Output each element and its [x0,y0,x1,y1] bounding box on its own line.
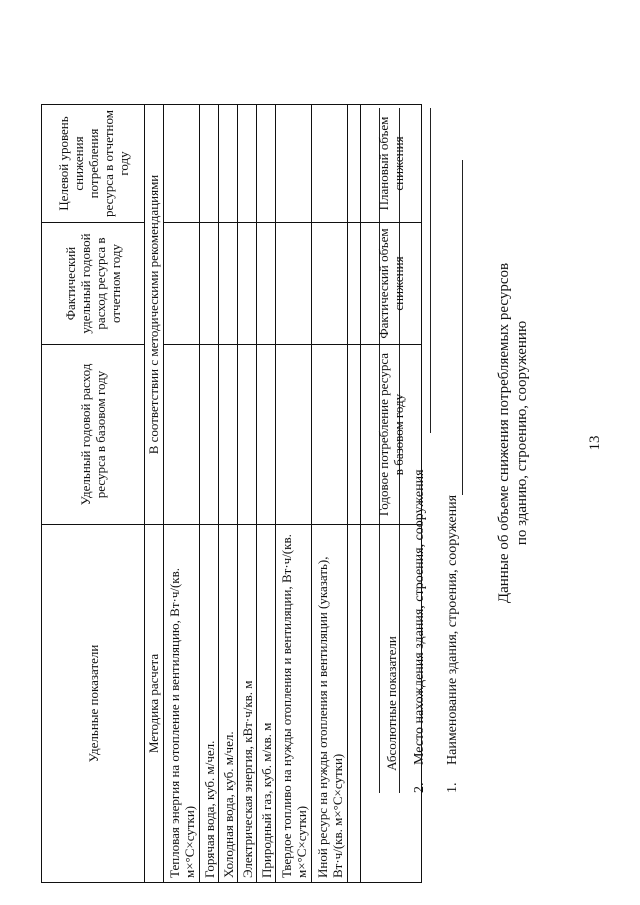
row-label: Электрическая энергия, кВт·ч/кв. м [238,525,257,883]
table-cell[interactable] [257,223,276,345]
table-cell[interactable] [200,105,219,223]
table-cell [348,105,361,223]
fill-line[interactable] [462,160,463,495]
header-cell: Плановый объем снижения [361,105,422,223]
table-row [219,105,238,883]
resource-reduction-table [41,104,422,883]
table-cell[interactable] [164,223,200,345]
header-cell: Целевой уровень снижения потребления ресурса в отчетном году [42,105,145,223]
table-spacer-row [348,105,361,883]
fill-line[interactable] [430,108,431,433]
table-cell[interactable] [200,223,219,345]
field-label: Место нахождения здания, строения, сооружения [412,469,427,765]
row-label: Холодная вода, куб. м/чел. [219,525,238,883]
method-label: Методика расчета [145,525,164,883]
row-label: Иной ресурс на нужды отопления и вентиляции (указать), Вт·ч/(кв. м×°C×сутки) [312,525,348,883]
header-cell: Годовое потребление ресурса в базовом году [361,345,422,525]
header-cell: Фактический удельный годовой расход ресурса в отчетном году [42,223,145,345]
page-number: 13 [587,435,603,451]
title-line-1: Данные об объеме снижения потребляемых ресурсов [496,262,512,604]
header-cell: Удельный годовой расход ресурса в базовом году [42,345,145,525]
table-cell[interactable] [219,345,238,525]
table-cell [348,223,361,345]
title-line-2: по зданию, строению, сооружению [514,320,530,546]
table-cell[interactable] [164,345,200,525]
row-label: Тепловая энергия на отопление и вентиляцию, Вт·ч/(кв. м×°C×сутки) [164,525,200,883]
absolute-header-row [361,105,422,883]
table-cell[interactable] [219,105,238,223]
table-row [164,105,200,883]
method-value: В соответствии с методическими рекомендациями [145,105,164,525]
rotated-document-page [7,3,627,893]
field-label: Наименование здания, строения, сооружения [445,494,460,765]
table-row [312,105,348,883]
header-cell: Абсолютные показатели [361,525,422,883]
row-label: Природный газ, куб. м/кв. м [257,525,276,883]
row-label: Твердое топливо на нужды отопления и вентиляции, Вт·ч/(кв. м×°C×сутки) [276,525,312,883]
table-cell[interactable] [238,105,257,223]
table-cell[interactable] [200,345,219,525]
table-cell [348,345,361,525]
header-cell: Фактический объем снижения [361,223,422,345]
table-cell[interactable] [276,345,312,525]
table-row [276,105,312,883]
row-label: Горячая вода, куб. м/чел. [200,525,219,883]
table-cell [348,525,361,883]
field-building-name [445,495,461,793]
table-cell[interactable] [312,345,348,525]
header-cell: Удельные показатели [42,525,145,883]
table-cell[interactable] [257,345,276,525]
table-header-row [42,105,145,883]
table-cell[interactable] [257,105,276,223]
table-cell[interactable] [164,105,200,223]
field-number: 1. [445,782,460,793]
table-cell[interactable] [276,223,312,345]
table-cell[interactable] [219,223,238,345]
table-cell[interactable] [276,105,312,223]
table-cell[interactable] [238,345,257,525]
document-title [495,153,531,713]
table-cell[interactable] [312,223,348,345]
field-number: 2. [412,782,427,793]
table-row [200,105,219,883]
table-row [257,105,276,883]
method-row [145,105,164,883]
table-cell[interactable] [238,223,257,345]
table-cell[interactable] [312,105,348,223]
table-row [238,105,257,883]
